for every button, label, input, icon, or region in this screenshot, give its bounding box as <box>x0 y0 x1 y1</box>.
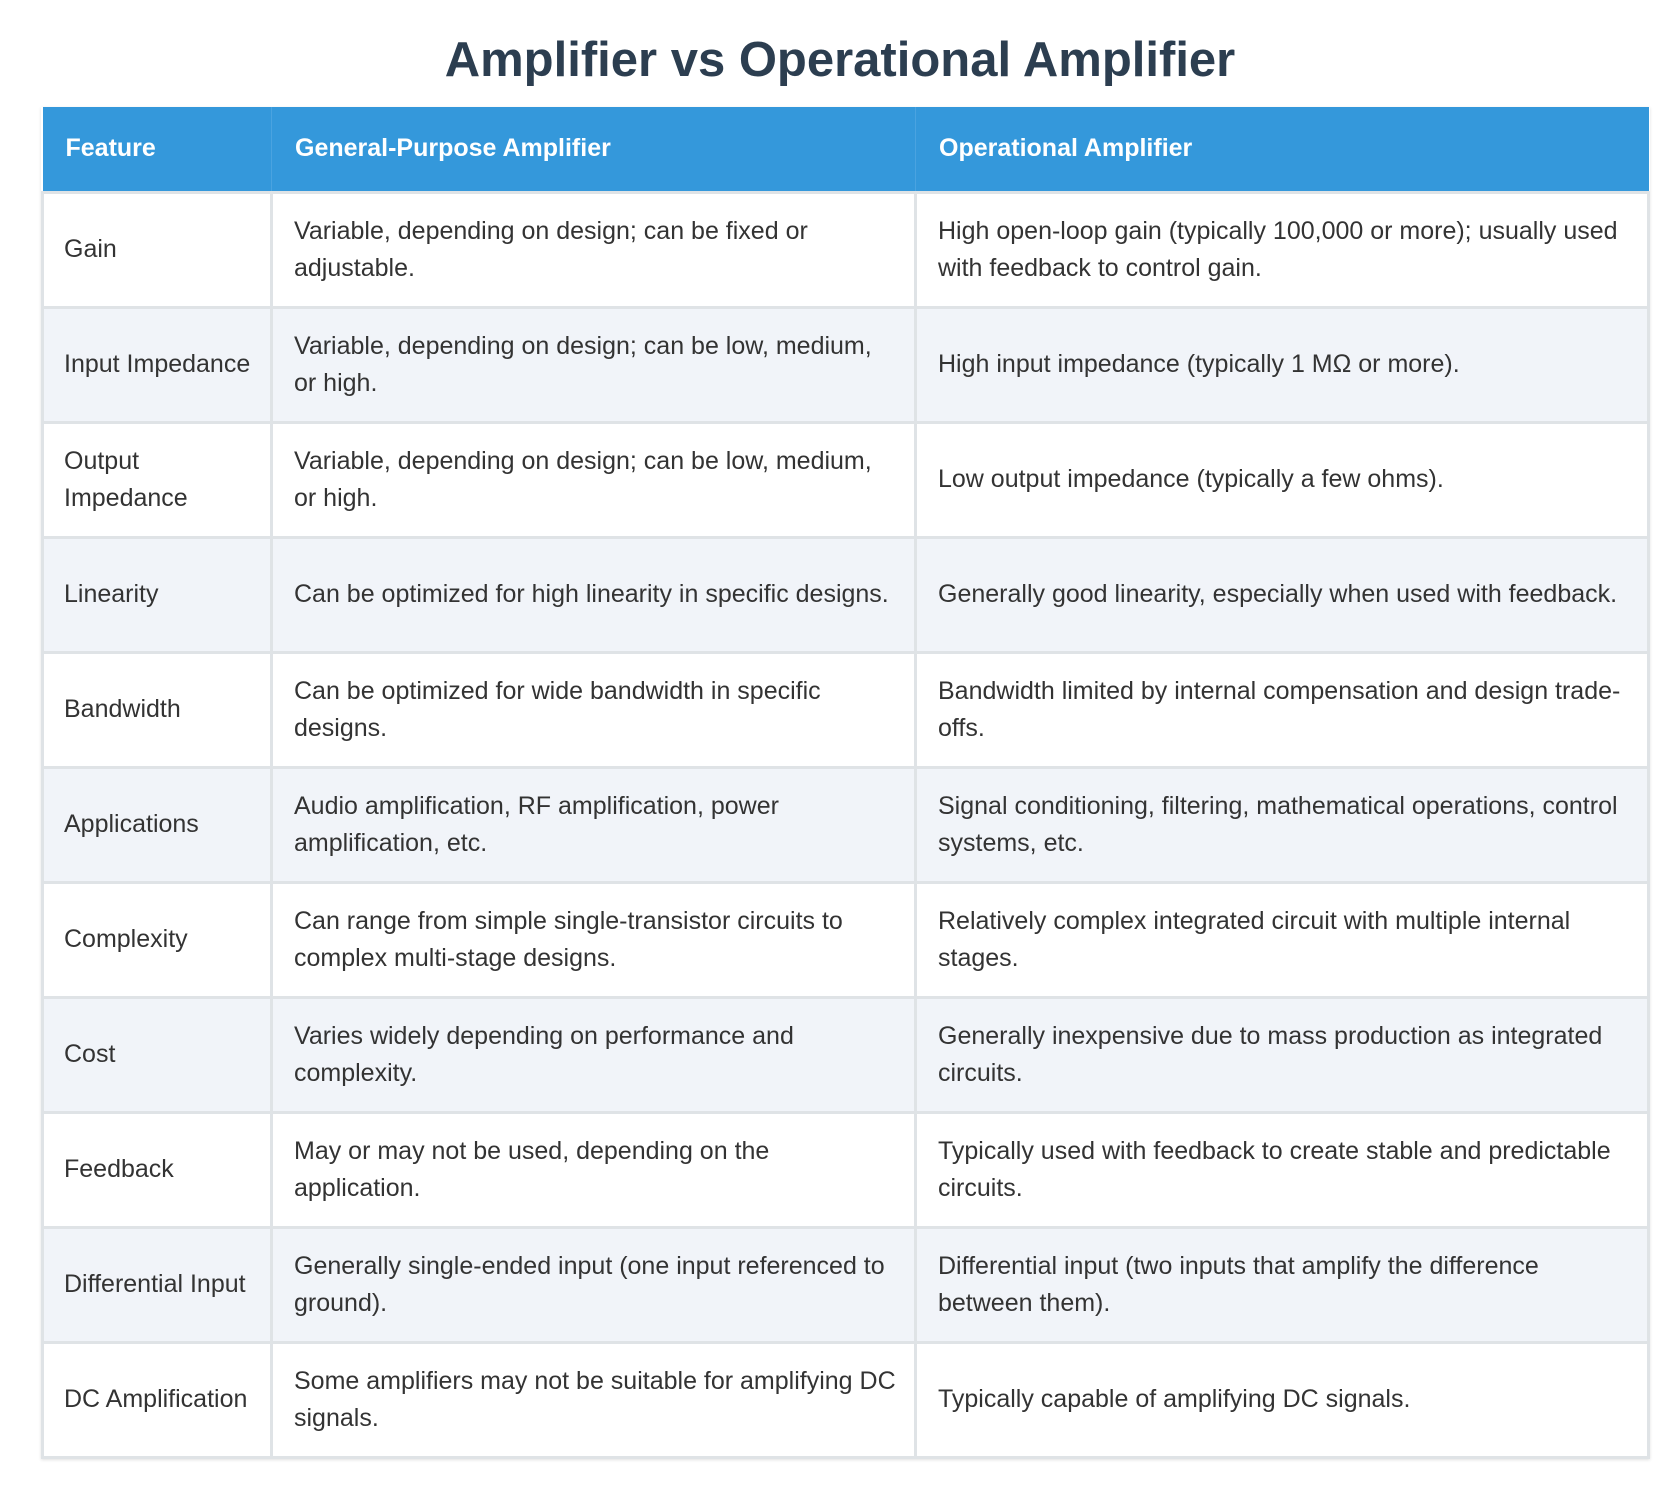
general-amplifier-cell: Generally single-ended input (one input referenced to ground). <box>272 1227 916 1342</box>
general-amplifier-cell: Can range from simple single-transistor circuits to complex multi-stage designs. <box>272 882 916 997</box>
general-amplifier-cell: Can be optimized for high linearity in specific designs. <box>272 537 916 652</box>
page-title: Amplifier vs Operational Amplifier <box>444 33 1236 87</box>
op-amp-cell: Generally inexpensive due to mass production as integrated circuits. <box>916 997 1649 1112</box>
general-amplifier-cell: May or may not be used, depending on the application. <box>272 1112 916 1227</box>
general-amplifier-cell: Can be optimized for wide bandwidth in specific designs. <box>272 652 916 767</box>
table-body <box>43 192 1649 1457</box>
op-amp-cell: High input impedance (typically 1 MΩ or more). <box>916 307 1649 422</box>
table-row <box>43 1342 1649 1457</box>
table-row <box>43 192 1649 307</box>
feature-cell: Cost <box>43 997 272 1112</box>
general-amplifier-cell: Variable, depending on design; can be fixed or adjustable. <box>272 192 916 307</box>
table-row <box>43 1112 1649 1227</box>
header-general-purpose-amplifier: General-Purpose Amplifier <box>272 107 916 192</box>
op-amp-cell: Differential input (two inputs that amplify the difference between them). <box>916 1227 1649 1342</box>
op-amp-cell: Generally good linearity, especially when used with feedback. <box>916 537 1649 652</box>
op-amp-cell: Relatively complex integrated circuit with multiple internal stages. <box>916 882 1649 997</box>
feature-cell: Gain <box>43 192 272 307</box>
table-row <box>43 997 1649 1112</box>
feature-cell: Differential Input <box>43 1227 272 1342</box>
feature-cell: Linearity <box>43 537 272 652</box>
general-amplifier-cell: Varies widely depending on performance and complexity. <box>272 997 916 1112</box>
feature-cell: Complexity <box>43 882 272 997</box>
op-amp-cell: High open-loop gain (typically 100,000 or more); usually used with feedback to control gain. <box>916 192 1649 307</box>
feature-cell: Bandwidth <box>43 652 272 767</box>
feature-cell: DC Amplification <box>43 1342 272 1457</box>
table-row <box>43 652 1649 767</box>
comparison-table-container <box>41 107 1647 1459</box>
general-amplifier-cell: Variable, depending on design; can be low, medium, or high. <box>272 422 916 537</box>
header-operational-amplifier: Operational Amplifier <box>916 107 1649 192</box>
op-amp-cell: Typically used with feedback to create stable and predictable circuits. <box>916 1112 1649 1227</box>
table-row <box>43 307 1649 422</box>
header-row <box>43 107 1649 192</box>
op-amp-cell: Bandwidth limited by internal compensation and design trade-offs. <box>916 652 1649 767</box>
general-amplifier-cell: Audio amplification, RF amplification, power amplification, etc. <box>272 767 916 882</box>
op-amp-cell: Low output impedance (typically a few ohms). <box>916 422 1649 537</box>
table-row <box>43 882 1649 997</box>
table-header <box>43 107 1649 192</box>
feature-cell: Applications <box>43 767 272 882</box>
general-amplifier-cell: Variable, depending on design; can be low, medium, or high. <box>272 307 916 422</box>
feature-cell: Feedback <box>43 1112 272 1227</box>
table-row <box>43 422 1649 537</box>
table-row <box>43 1227 1649 1342</box>
op-amp-cell: Signal conditioning, filtering, mathematical operations, control systems, etc. <box>916 767 1649 882</box>
general-amplifier-cell: Some amplifiers may not be suitable for amplifying DC signals. <box>272 1342 916 1457</box>
header-feature: Feature <box>43 107 272 192</box>
table-row <box>43 537 1649 652</box>
feature-cell: Output Impedance <box>43 422 272 537</box>
table-row <box>43 767 1649 882</box>
op-amp-cell: Typically capable of amplifying DC signals. <box>916 1342 1649 1457</box>
feature-cell: Input Impedance <box>43 307 272 422</box>
comparison-table <box>41 107 1650 1459</box>
